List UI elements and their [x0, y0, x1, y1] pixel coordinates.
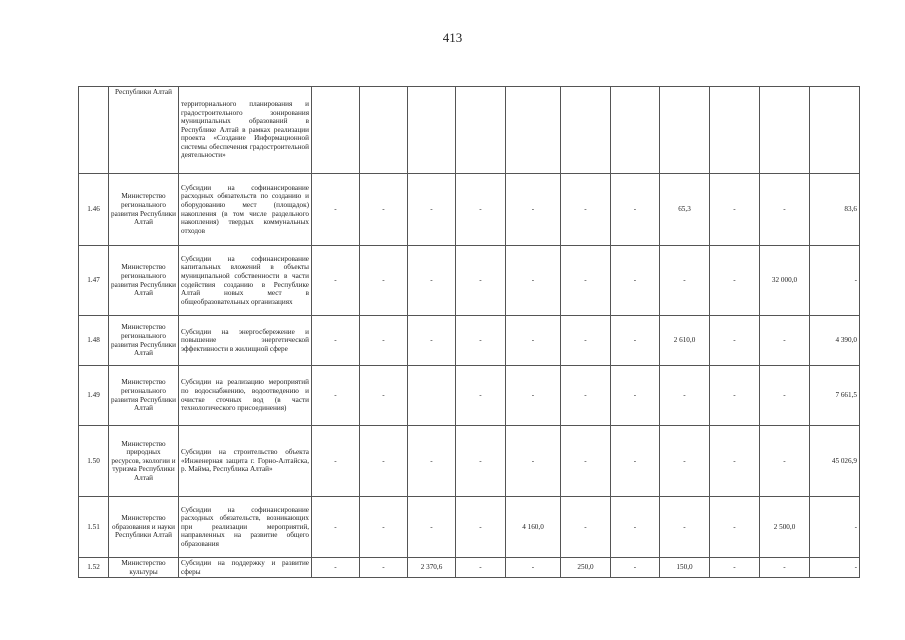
description-cell: территориального планирования и градостроительного зонирования муниципальных образований в Республике Алтай в рамках реализации проекта «Создание Информационной системы обеспечения градостроительной деятельности» [179, 87, 312, 174]
organization-cell: Республики Алтай [109, 87, 179, 174]
value-cell: - [561, 174, 611, 246]
value-cell: 4 390,0 [810, 316, 860, 366]
value-cell: - [660, 366, 710, 426]
value-cell: - [506, 366, 561, 426]
value-cell [456, 87, 506, 174]
value-cell: - [561, 426, 611, 497]
value-cell: 2 500,0 [760, 497, 810, 558]
value-cell [408, 87, 456, 174]
value-cell: - [360, 366, 408, 426]
table-row [79, 366, 860, 426]
value-cell: - [710, 558, 760, 578]
value-cell: - [710, 366, 760, 426]
value-cell: - [456, 366, 506, 426]
value-cell: - [710, 174, 760, 246]
value-cell [710, 87, 760, 174]
value-cell: - [312, 558, 360, 578]
value-cell: - [561, 246, 611, 316]
value-cell [506, 87, 561, 174]
row-number-cell: 1.46 [79, 174, 109, 246]
table-row [79, 87, 860, 174]
value-cell: - [456, 426, 506, 497]
value-cell: - [810, 558, 860, 578]
value-cell: - [360, 174, 408, 246]
value-cell: - [506, 316, 561, 366]
value-cell: - [660, 426, 710, 497]
row-number-cell: 1.50 [79, 426, 109, 497]
value-cell: - [456, 246, 506, 316]
value-cell: - [710, 497, 760, 558]
table-row [79, 316, 860, 366]
value-cell: - [561, 366, 611, 426]
row-number-cell: 1.48 [79, 316, 109, 366]
value-cell: - [408, 316, 456, 366]
row-number-cell: 1.49 [79, 366, 109, 426]
organization-cell: Министерство природных ресурсов, экологии и туризма Республики Алтай [109, 426, 179, 497]
table-row [79, 426, 860, 497]
value-cell: 250,0 [561, 558, 611, 578]
value-cell [408, 366, 456, 426]
value-cell: - [810, 246, 860, 316]
value-cell: 4 160,0 [506, 497, 561, 558]
value-cell: - [408, 497, 456, 558]
row-number-cell: 1.52 [79, 558, 109, 578]
description-cell: Субсидии на софинансирование расходных обязательств по созданию и оборудованию мест (площадок) накопления (в том числе раздельного накопления) твердых коммунальных отходов [179, 174, 312, 246]
value-cell [660, 87, 710, 174]
organization-cell: Министерство регионального развития Республики Алтай [109, 366, 179, 426]
value-cell: - [408, 426, 456, 497]
value-cell: - [456, 558, 506, 578]
table-row [79, 174, 860, 246]
value-cell: - [660, 497, 710, 558]
value-cell: - [312, 246, 360, 316]
value-cell: 2 370,6 [408, 558, 456, 578]
description-cell: Субсидии на софинансирование расходных обязательств, возникающих при реализации мероприятий, направленных на развитие общего образования [179, 497, 312, 558]
description-cell: Субсидии на софинансирование капитальных вложений в объекты муниципальной собственности в части содействия созданию в Республике Алтай новых мест в общеобразовательных организациях [179, 246, 312, 316]
value-cell: - [456, 174, 506, 246]
value-cell [360, 87, 408, 174]
table-row [79, 558, 860, 578]
value-cell: - [360, 558, 408, 578]
value-cell: - [360, 316, 408, 366]
value-cell: 65,3 [660, 174, 710, 246]
value-cell: - [611, 497, 660, 558]
value-cell: - [561, 316, 611, 366]
value-cell: - [760, 316, 810, 366]
value-cell: 32 000,0 [760, 246, 810, 316]
value-cell: 7 661,5 [810, 366, 860, 426]
value-cell: - [710, 426, 760, 497]
value-cell [760, 87, 810, 174]
value-cell: - [506, 246, 561, 316]
value-cell: 45 026,9 [810, 426, 860, 497]
value-cell: - [312, 366, 360, 426]
value-cell: - [561, 497, 611, 558]
value-cell: - [360, 246, 408, 316]
row-number-cell: 1.51 [79, 497, 109, 558]
value-cell: 150,0 [660, 558, 710, 578]
value-cell: - [760, 174, 810, 246]
row-number-cell [79, 87, 109, 174]
value-cell [561, 87, 611, 174]
value-cell: - [408, 246, 456, 316]
value-cell: - [312, 426, 360, 497]
value-cell: - [312, 316, 360, 366]
value-cell: - [611, 174, 660, 246]
value-cell: - [660, 246, 710, 316]
value-cell: - [710, 316, 760, 366]
organization-cell: Министерство культуры [109, 558, 179, 578]
value-cell: - [360, 497, 408, 558]
value-cell: - [506, 558, 561, 578]
value-cell: - [312, 174, 360, 246]
description-cell: Субсидии на строительство объекта «Инженерная защита г. Горно-Алтайска, р. Майма, Республика Алтай» [179, 426, 312, 497]
value-cell: - [408, 174, 456, 246]
organization-cell: Министерство регионального развития Республики Алтай [109, 246, 179, 316]
value-cell: - [611, 558, 660, 578]
description-cell: Субсидии на поддержку и развитие сферы [179, 558, 312, 578]
value-cell: - [506, 174, 561, 246]
value-cell: - [611, 426, 660, 497]
value-cell [611, 87, 660, 174]
value-cell: - [506, 426, 561, 497]
value-cell: 2 610,0 [660, 316, 710, 366]
budget-table [78, 86, 860, 578]
value-cell [312, 87, 360, 174]
row-number-cell: 1.47 [79, 246, 109, 316]
value-cell: - [611, 246, 660, 316]
page-number: 413 [442, 30, 463, 45]
value-cell: - [710, 246, 760, 316]
value-cell: - [456, 316, 506, 366]
organization-cell: Министерство регионального развития Республики Алтай [109, 174, 179, 246]
table-row [79, 246, 860, 316]
description-cell: Субсидии на энергосбережение и повышение энергетической эффективности в жилищной сфере [179, 316, 312, 366]
value-cell: 83,6 [810, 174, 860, 246]
value-cell: - [760, 366, 810, 426]
organization-cell: Министерство образования и науки Республики Алтай [109, 497, 179, 558]
value-cell: - [760, 558, 810, 578]
value-cell: - [760, 426, 810, 497]
table-row [79, 497, 860, 558]
value-cell: - [810, 497, 860, 558]
organization-cell: Министерство регионального развития Республики Алтай [109, 316, 179, 366]
description-cell: Субсидии на реализацию мероприятий по водоснабжению, водоотведению и очистке сточных вод (в части технологического присоединения) [179, 366, 312, 426]
value-cell: - [611, 366, 660, 426]
value-cell: - [611, 316, 660, 366]
value-cell: - [456, 497, 506, 558]
value-cell: - [360, 426, 408, 497]
value-cell [810, 87, 860, 174]
value-cell: - [312, 497, 360, 558]
